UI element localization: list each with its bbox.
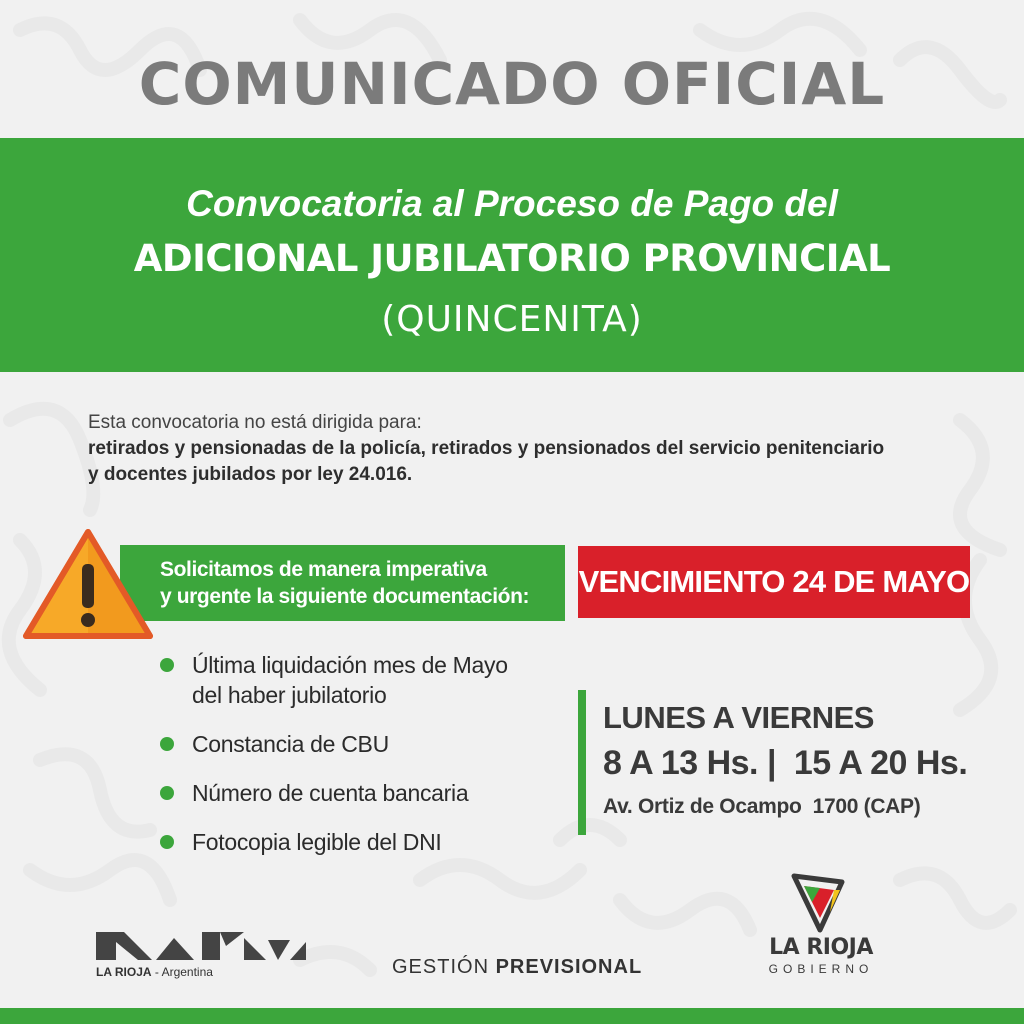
schedule-accent-bar: [578, 690, 586, 835]
brand-caption: [96, 965, 213, 979]
document-label: Número de cuenta bancaria: [192, 780, 469, 806]
page-title: COMUNICADO OFICIAL: [138, 50, 886, 118]
gobierno-emblem-icon: [790, 872, 846, 934]
document-label-cont: del haber jubilatorio: [192, 682, 387, 708]
banner-subtitle: Convocatoria al Proceso de Pago del: [186, 183, 838, 224]
exclusion-lead: Esta convocatoria no está dirigida para:: [88, 412, 422, 433]
bullet-icon: [160, 835, 174, 849]
list-item: [160, 827, 580, 857]
bullet-icon: [160, 737, 174, 751]
brand-caption-country: - Argentina: [151, 965, 213, 979]
request-text: [160, 556, 560, 610]
bullet-icon: [160, 658, 174, 672]
request-line1: Solicitamos de manera imperativa: [160, 558, 487, 581]
banner-heading: ADICIONAL JUBILATORIO PROVINCIAL: [133, 237, 891, 280]
warning-icon: [22, 528, 154, 642]
schedule-hours: 8 A 13 Hs. | 15 A 20 Hs.: [603, 744, 968, 782]
request-line2: y urgente la siguiente documentación:: [160, 585, 530, 608]
document-label: Última liquidación mes de Mayo: [192, 652, 508, 678]
footer-bar: [0, 1008, 1024, 1024]
documents-list: [160, 650, 580, 876]
deadline-badge: VENCIMIENTO 24 DE MAYO: [578, 546, 970, 618]
document-label: Fotocopia legible del DNI: [192, 829, 442, 855]
gobierno-sub: GOBIERNO: [768, 962, 874, 976]
gestion-previsional-label: [392, 956, 642, 979]
exclusion-list-line1: retirados y pensionadas de la policía, retirados y pensionados del servicio penitenciario: [88, 438, 885, 459]
exclusion-notice: [88, 410, 988, 488]
schedule-days: LUNES A VIERNES: [603, 700, 874, 735]
gestion-light: GESTIÓN: [392, 956, 496, 978]
exclusion-list-line2: y docentes jubilados por ley 24.016.: [88, 464, 413, 485]
list-item: [160, 650, 580, 710]
banner-nickname: (QUINCENITA): [381, 299, 643, 340]
schedule-address: Av. Ortiz de Ocampo 1700 (CAP): [603, 795, 921, 818]
list-item: [160, 729, 580, 759]
list-item: [160, 778, 580, 808]
gobierno-name: LA RIOJA: [769, 935, 873, 960]
gestion-bold: PREVISIONAL: [495, 956, 643, 978]
bullet-icon: [160, 786, 174, 800]
document-label: Constancia de CBU: [192, 731, 389, 757]
brand-caption-bold: LA RIOJA: [96, 965, 152, 979]
